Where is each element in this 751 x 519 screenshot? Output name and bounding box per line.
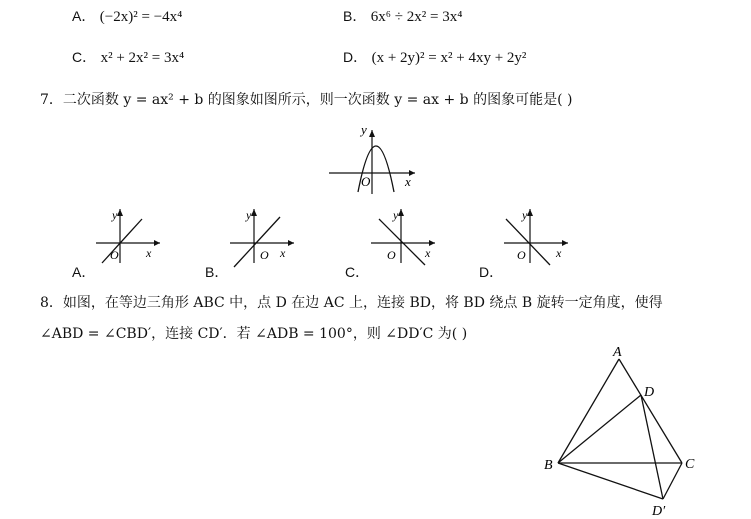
origin-label: O — [110, 248, 119, 262]
q6-option-b — [343, 7, 462, 26]
y-axis-label: y — [246, 208, 252, 222]
linear-graph-line — [234, 217, 280, 267]
option-expression: (x + 2y)² = x² + 4xy + 2y² — [371, 50, 527, 66]
x-axis-label: x — [280, 246, 286, 260]
x-axis-label: x — [405, 174, 411, 189]
option-label: C． — [72, 49, 97, 65]
point-label-a: A — [613, 345, 622, 360]
y-axis-arrow-icon — [527, 209, 533, 216]
segment-ab — [558, 359, 619, 463]
q7-option-a-label: A． — [72, 264, 96, 280]
q6-option-d — [343, 48, 526, 67]
y-axis-arrow-icon — [117, 209, 123, 216]
option-label: A． — [72, 8, 96, 24]
x-axis-label: x — [556, 246, 562, 260]
y-axis-label: y — [112, 208, 118, 222]
q6-option-c — [72, 48, 184, 67]
segment-ac — [619, 359, 682, 463]
y-axis-label: y — [522, 208, 528, 222]
point-label-dprime: D′ — [652, 504, 666, 519]
origin-label: O — [361, 174, 371, 189]
q8-question-line-2: ∠ABD = ∠CBD′，连接 CD′．若 ∠ADB = 100°，则 ∠DD′C 为( ) — [40, 326, 468, 342]
x-axis-arrow-icon — [154, 240, 160, 246]
x-axis-arrow-icon — [562, 240, 568, 246]
q7-question-text: 7．二次函数 y = ax² + b 的图象如图所示，则一次函数 y = ax + b 的图象可能是( ) — [40, 92, 573, 108]
segment-ddp — [641, 395, 663, 499]
segment-bdp — [558, 463, 663, 499]
point-label-b: B — [544, 458, 553, 473]
q7-option-c-label: C． — [345, 264, 370, 280]
linear-graph-line — [379, 219, 425, 265]
point-label-c: C — [685, 457, 695, 472]
segment-bd — [558, 395, 641, 463]
x-axis-label: x — [146, 246, 152, 260]
q7-option-b-label: B． — [205, 264, 229, 280]
point-label-d: D — [644, 385, 655, 400]
q7-option-c-graph — [367, 205, 439, 269]
option-expression: (−2x)² = −4x⁴ — [99, 9, 183, 25]
segment-cdp — [663, 463, 682, 499]
option-label: B． — [343, 8, 367, 24]
origin-label: O — [517, 248, 526, 262]
y-axis-label: y — [361, 122, 367, 137]
q7-parabola-figure — [325, 122, 420, 197]
x-axis-label: x — [425, 246, 431, 260]
q7-option-d-graph — [500, 205, 572, 269]
linear-graph-line — [506, 219, 550, 265]
option-expression: x² + 2x² = 3x⁴ — [100, 50, 185, 66]
x-axis-arrow-icon — [288, 240, 294, 246]
linear-graph-line — [102, 219, 142, 263]
option-expression: 6x⁶ ÷ 2x² = 3x⁴ — [370, 9, 463, 25]
q7-option-b-graph — [226, 205, 298, 269]
y-axis-label: y — [393, 208, 399, 222]
origin-label: O — [260, 248, 269, 262]
q7-option-a-graph — [92, 205, 164, 269]
y-axis-arrow-icon — [251, 209, 257, 216]
y-axis-arrow-icon — [398, 209, 404, 216]
option-label: D． — [343, 49, 368, 65]
q8-question-line-1: 8．如图，在等边三角形 ABC 中，点 D 在边 AC 上，连接 BD，将 BD 绕点 B 旋转一定角度，使得 — [40, 295, 663, 311]
q6-option-a — [72, 7, 182, 26]
y-axis-arrow-icon — [369, 130, 375, 137]
q8-triangle-figure — [540, 342, 700, 519]
origin-label: O — [387, 248, 396, 262]
q7-option-d-label: D． — [479, 264, 504, 280]
